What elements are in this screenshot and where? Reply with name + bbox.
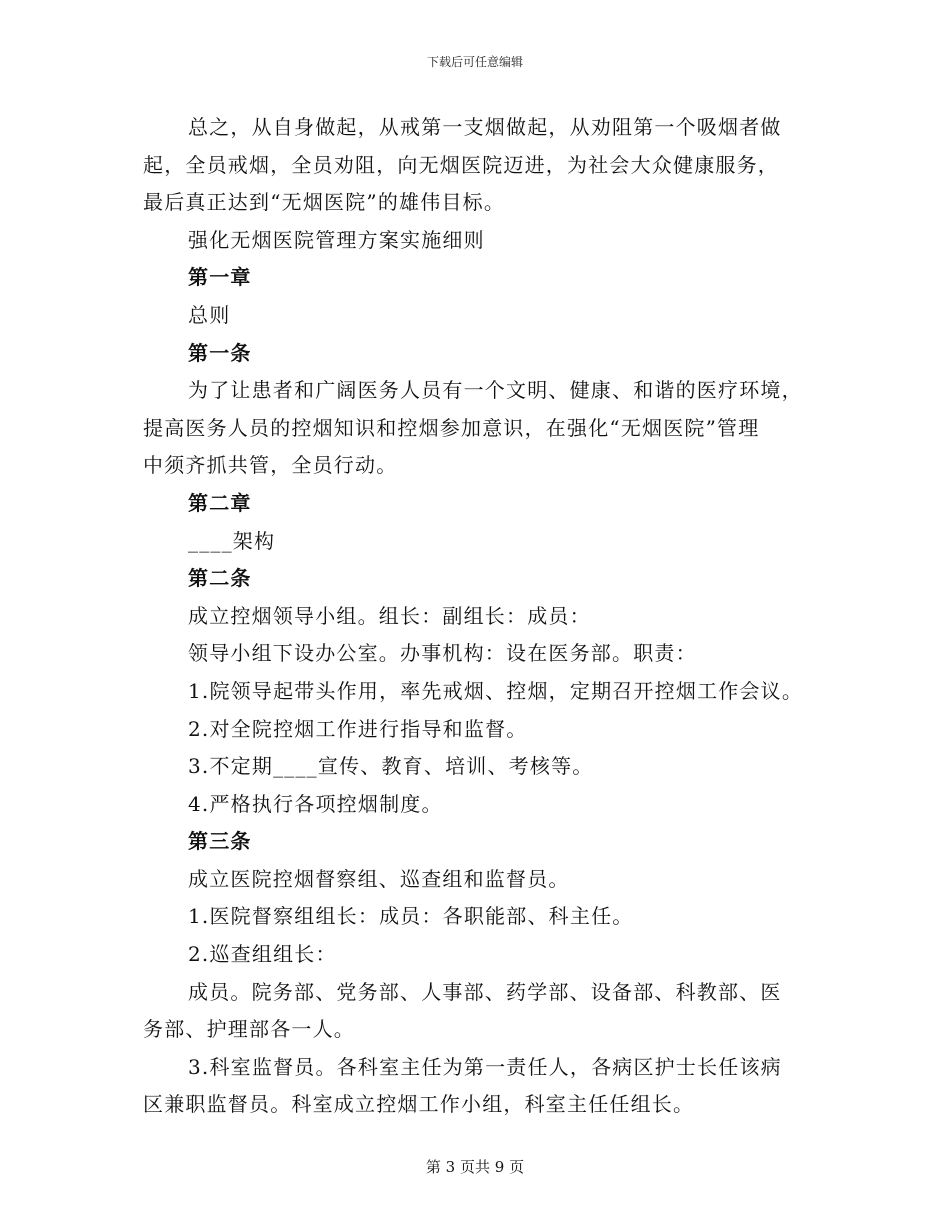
- paragraph-text: 成立控烟领导小组。组长：副组长：成员：: [188, 603, 591, 628]
- article-heading: 第三条: [188, 829, 252, 854]
- text-line: 提高医务人员的控烟知识和控烟参加意识，在强化“无烟医院”管理: [143, 415, 760, 440]
- paragraph-article-1: [143, 372, 807, 485]
- paragraph-conclusion: [143, 109, 807, 222]
- list-item: 2.巡查组组长：: [188, 942, 337, 967]
- article-heading: 第一条: [188, 340, 252, 365]
- list-item: 1.医院督察组组长：成员：各职能部、科主任。: [188, 904, 634, 929]
- header-note: 下载后可任意编辑: [426, 55, 523, 69]
- text-line: 起，全员戒烟，全员劝阻，向无烟医院迈进，为社会大众健康服务，: [143, 152, 779, 177]
- article-heading: 第二条: [188, 566, 252, 591]
- text-line: 3.科室监督员。各科室主任为第一责任人，各病区护士长任该病: [188, 1054, 782, 1079]
- chapter-title: ____架构: [188, 528, 276, 553]
- text-line: 中须齐抓共管，全员行动。: [143, 453, 398, 478]
- paragraph-supervisors: [143, 1049, 807, 1124]
- list-item: 3.不定期____宣传、教育、培训、考核等。: [188, 754, 594, 779]
- text-line: 成员。院务部、党务部、人事部、药学部、设备部、科教部、医: [188, 979, 782, 1004]
- text-line: 总之，从自身做起，从戒第一支烟做起，从劝阻第一个吸烟者做: [188, 115, 782, 139]
- text-line: 为了让患者和广阔医务人员有一个文明、健康、和谐的医疗环境，: [188, 378, 803, 403]
- list-item: 4.严格执行各项控烟制度。: [188, 791, 443, 816]
- paragraph-text: 领导小组下设办公室。办事机构：设在医务部。职责：: [188, 641, 697, 666]
- paragraph-members: [143, 974, 807, 1049]
- list-item: 2.对全院控烟工作进行指导和监督。: [188, 716, 528, 741]
- page-footer: 第 3 页共 9 页: [425, 1158, 525, 1176]
- list-item: 1.院领导起带头作用，率先戒烟、控烟，定期召开控烟工作会议。: [188, 678, 804, 703]
- paragraph-text: 成立医院控烟督察组、巡查组和监督员。: [188, 866, 570, 891]
- chapter-heading: 第二章: [188, 490, 252, 515]
- chapter-title: 总则: [188, 302, 231, 327]
- text-line: 区兼职监督员。科室成立控烟工作小组，科室主任任组长。: [143, 1092, 695, 1117]
- text-line: 最后真正达到“无烟医院”的雄伟目标。: [143, 190, 506, 215]
- text-line: 务部、护理部各一人。: [143, 1017, 355, 1042]
- document-title: 强化无烟医院管理方案实施细则: [188, 227, 485, 252]
- document-body: [143, 109, 807, 1124]
- chapter-heading: 第一章: [188, 265, 252, 290]
